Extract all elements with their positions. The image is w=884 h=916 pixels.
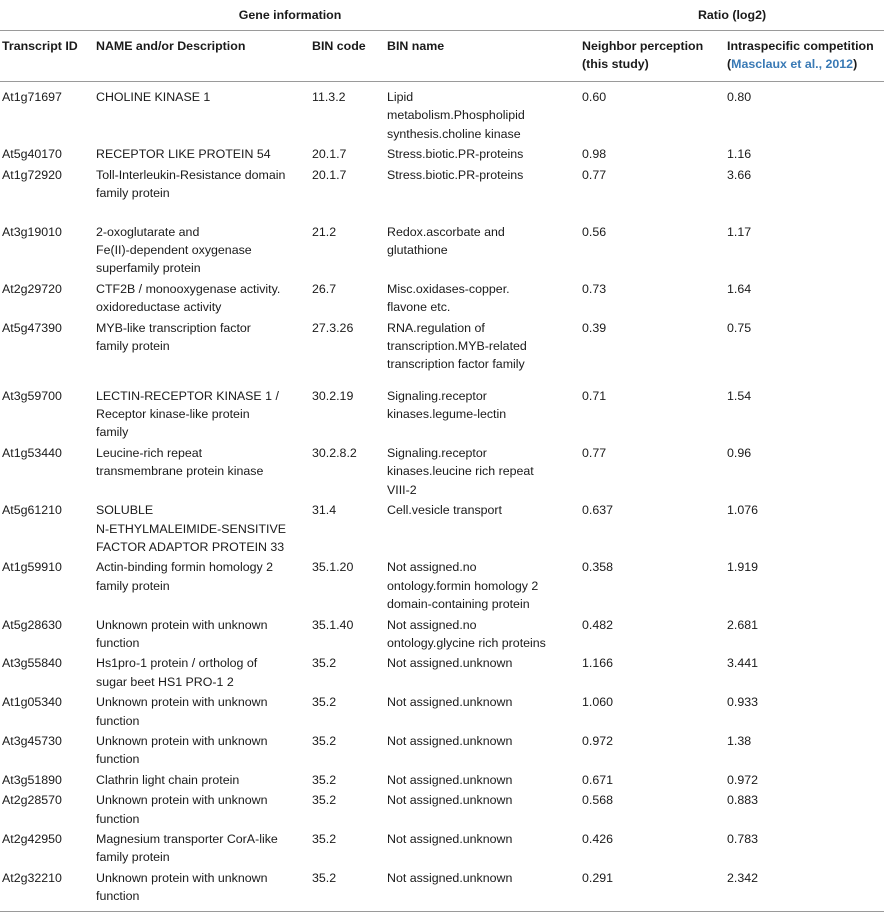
bin-name-line: ontology.formin homology 2 xyxy=(387,578,539,593)
cell-transcript-id: At5g61210 xyxy=(2,503,62,518)
name-line: function xyxy=(96,811,140,826)
name-line: Magnesium transporter CorA-like xyxy=(96,832,278,846)
group-ratio-log2: Ratio (log2) xyxy=(580,0,884,31)
cell-transcript-id: At2g32210 xyxy=(0,868,96,911)
table-row xyxy=(0,279,884,318)
cell-bin-name xyxy=(387,443,580,500)
col-neighbor-line2: (this study) xyxy=(582,57,649,72)
name-line: family protein xyxy=(96,186,170,201)
cell-neighbor-ratio: 0.426 xyxy=(582,832,614,846)
bin-name-line: Signaling.receptor xyxy=(387,445,487,460)
table-row xyxy=(0,82,884,145)
cell-intraspecific-ratio: 0.972 xyxy=(727,772,759,787)
name-line: Unknown protein with unknown xyxy=(96,793,268,808)
cell-name-description xyxy=(96,692,312,731)
cell-bin-name xyxy=(387,731,580,770)
table-row xyxy=(0,731,884,770)
cell-bin-name xyxy=(387,653,580,692)
table-row xyxy=(0,692,884,731)
cell-bin-name xyxy=(387,318,580,386)
cell-bin-code: 26.7 xyxy=(312,281,337,296)
name-line: function xyxy=(96,889,140,904)
name-line: FACTOR ADAPTOR PROTEIN 33 xyxy=(96,539,285,554)
cell-bin-name xyxy=(387,165,580,222)
bin-name-line: Not assigned.unknown xyxy=(387,772,513,787)
bin-name-line: Not assigned.unknown xyxy=(387,793,513,808)
cell-bin-code: 31.4 xyxy=(312,503,337,518)
bin-name-line: Cell.vesicle transport xyxy=(387,503,503,518)
cell-intraspecific-ratio: 0.75 xyxy=(727,320,752,335)
cell-neighbor-ratio: 0.60 xyxy=(582,90,607,104)
cell-transcript-id: At1g59910 xyxy=(2,560,62,575)
cell-bin-code: 30.2.8.2 xyxy=(312,445,357,460)
cell-intraspecific-ratio: 1.17 xyxy=(727,224,752,239)
name-line: CHOLINE KINASE 1 xyxy=(96,90,211,104)
bin-name-line: flavone etc. xyxy=(387,300,451,315)
cell-bin-name xyxy=(387,222,580,279)
cell-neighbor-ratio: 0.671 xyxy=(582,772,614,787)
bin-name-line: VIII-2 xyxy=(387,482,417,497)
bin-name-line: Signaling.receptor xyxy=(387,388,487,403)
cell-transcript-id: At3g55840 xyxy=(2,656,62,671)
cell-neighbor-ratio: 0.568 xyxy=(582,793,614,808)
cell-transcript-id: At5g40170 xyxy=(2,147,62,162)
cell-transcript-id: At2g28570 xyxy=(2,793,62,808)
name-line: MYB-like transcription factor xyxy=(96,320,251,335)
name-line: Actin-binding formin homology 2 xyxy=(96,560,274,575)
cell-transcript-id: At2g42950 xyxy=(2,832,62,846)
cell-intraspecific-ratio: 1.54 xyxy=(727,388,752,403)
name-line: LECTIN-RECEPTOR KINASE 1 / xyxy=(96,388,279,403)
cell-name-description xyxy=(96,731,312,770)
name-line: family protein xyxy=(96,339,170,354)
name-line: CTF2B / monooxygenase activity. xyxy=(96,281,281,296)
cell-intraspecific-ratio: 1.919 xyxy=(727,560,759,575)
header-group-row xyxy=(0,0,884,31)
bin-name-line: synthesis.choline kinase xyxy=(387,126,521,141)
cell-bin-code: 35.2 xyxy=(312,656,337,671)
cell-intraspecific-ratio: 0.933 xyxy=(727,695,759,710)
bin-name-line: Not assigned.unknown xyxy=(387,870,513,885)
cell-transcript-id: At1g53440 xyxy=(2,445,62,460)
bin-name-line: Not assigned.unknown xyxy=(387,695,513,710)
cell-bin-name xyxy=(387,82,580,145)
cell-intraspecific-ratio: 0.96 xyxy=(727,445,752,460)
bin-name-line: Lipid xyxy=(387,90,414,104)
name-line: 2-oxoglutarate and xyxy=(96,224,200,239)
cell-name-description xyxy=(96,615,312,654)
cell-bin-code: 35.2 xyxy=(312,733,337,748)
cell-bin-code: 35.2 xyxy=(312,695,337,710)
cell-intraspecific-ratio: 0.883 xyxy=(727,793,759,808)
name-line: superfamily protein xyxy=(96,261,201,276)
col-transcript-id: Transcript ID xyxy=(0,31,96,82)
cell-transcript-id: At1g72920 xyxy=(2,167,62,182)
cell-transcript-id: At3g19010 xyxy=(2,224,62,239)
cell-intraspecific-ratio: 2.681 xyxy=(727,617,759,632)
table-row xyxy=(0,770,884,790)
name-line: Toll-Interleukin-Resistance domain xyxy=(96,167,286,182)
cell-bin-name xyxy=(387,386,580,443)
cell-transcript-id: At2g29720 xyxy=(2,281,62,296)
name-line: function xyxy=(96,752,140,767)
bin-name-line: RNA.regulation of xyxy=(387,320,485,335)
name-line: RECEPTOR LIKE PROTEIN 54 xyxy=(96,147,271,162)
cell-name-description xyxy=(96,165,312,222)
bin-name-line: Stress.biotic.PR-proteins xyxy=(387,147,524,162)
cell-neighbor-ratio: 0.98 xyxy=(582,147,607,162)
bin-name-line: transcription.MYB-related xyxy=(387,339,527,354)
cell-transcript-id: At3g51890 xyxy=(2,772,62,787)
cell-name-description xyxy=(96,829,312,868)
cell-neighbor-ratio: 0.73 xyxy=(582,281,607,296)
name-line: Hs1pro-1 protein / ortholog of xyxy=(96,656,258,671)
cell-intraspecific-ratio: 1.076 xyxy=(727,503,759,518)
cell-name-description xyxy=(96,653,312,692)
table-row xyxy=(0,653,884,692)
bin-name-line: Not assigned.unknown xyxy=(387,656,513,671)
cell-bin-name xyxy=(387,770,580,790)
cell-intraspecific-ratio: 3.66 xyxy=(727,167,752,182)
name-line: Clathrin light chain protein xyxy=(96,772,240,787)
name-line: function xyxy=(96,713,140,728)
cell-bin-code: 35.2 xyxy=(312,793,337,808)
cell-transcript-id: At1g71697 xyxy=(2,90,62,104)
name-line: transmembrane protein kinase xyxy=(96,464,264,479)
table-row xyxy=(0,144,884,164)
cell-bin-code: 35.1.20 xyxy=(312,560,354,575)
col-intraspecific-competition xyxy=(727,31,884,82)
cell-name-description xyxy=(96,279,312,318)
bin-name-line: Misc.oxidases-copper. xyxy=(387,281,510,296)
cell-bin-code: 35.1.40 xyxy=(312,617,354,632)
reference-link-masclaux[interactable]: Masclaux et al., 2012 xyxy=(731,57,854,72)
cell-name-description xyxy=(96,82,312,145)
name-line: N-ETHYLMALEIMIDE-SENSITIVE xyxy=(96,521,287,536)
group-gene-information: Gene information xyxy=(0,0,580,31)
cell-neighbor-ratio: 0.972 xyxy=(582,733,614,748)
name-line: Unknown protein with unknown xyxy=(96,617,268,632)
name-line: function xyxy=(96,635,140,650)
cell-bin-code: 20.1.7 xyxy=(312,167,347,182)
table-row xyxy=(0,500,884,557)
cell-bin-code: 35.2 xyxy=(312,832,337,846)
bin-name-line: ontology.glycine rich proteins xyxy=(387,635,546,650)
bin-name-line: glutathione xyxy=(387,243,448,258)
cell-bin-name xyxy=(387,279,580,318)
cell-neighbor-ratio: 0.77 xyxy=(582,445,607,460)
cell-name-description xyxy=(96,500,312,557)
cell-transcript-id: At1g05340 xyxy=(2,695,62,710)
cell-name-description xyxy=(96,790,312,829)
name-line: Unknown protein with unknown xyxy=(96,695,268,710)
cell-neighbor-ratio: 0.637 xyxy=(582,503,614,518)
cell-bin-code: 30.2.19 xyxy=(312,388,354,403)
col-intra-line1: Intraspecific competition xyxy=(727,39,874,53)
table-header xyxy=(0,0,884,82)
cell-bin-code: 35.2 xyxy=(312,772,337,787)
cell-name-description xyxy=(96,770,312,790)
cell-intraspecific-ratio: 3.441 xyxy=(727,656,759,671)
bin-name-line: Stress.biotic.PR-proteins xyxy=(387,167,524,182)
cell-intraspecific-ratio: 1.16 xyxy=(727,147,752,162)
cell-bin-name xyxy=(387,829,580,868)
cell-transcript-id: At3g59700 xyxy=(2,388,62,403)
bin-name-line: Not assigned.unknown xyxy=(387,832,513,846)
cell-neighbor-ratio: 0.77 xyxy=(582,167,607,182)
name-line: family protein xyxy=(96,578,170,593)
col-bin-name: BIN name xyxy=(387,31,580,82)
table-row xyxy=(0,165,884,222)
cell-name-description xyxy=(96,868,312,911)
cell-transcript-id: At3g45730 xyxy=(2,733,62,748)
cell-name-description xyxy=(96,144,312,164)
table-row xyxy=(0,443,884,500)
cell-bin-code: 27.3.26 xyxy=(312,320,354,335)
name-line: oxidoreductase activity xyxy=(96,300,222,315)
table-row xyxy=(0,557,884,614)
cell-neighbor-ratio: 0.358 xyxy=(582,560,614,575)
name-line: SOLUBLE xyxy=(96,503,154,518)
name-line: sugar beet HS1 PRO-1 2 xyxy=(96,674,234,689)
bin-name-line: Not assigned.no xyxy=(387,617,477,632)
cell-bin-code: 21.2 xyxy=(312,224,337,239)
name-line: Unknown protein with unknown xyxy=(96,733,268,748)
cell-transcript-id: At5g28630 xyxy=(2,617,62,632)
bin-name-line: Not assigned.no xyxy=(387,560,477,575)
cell-bin-code: 35.2 xyxy=(312,868,387,911)
cell-neighbor-ratio: 0.56 xyxy=(582,224,607,239)
table-row xyxy=(0,615,884,654)
cell-bin-name xyxy=(387,790,580,829)
col-intra-paren-close: ) xyxy=(853,57,858,72)
name-line: family protein xyxy=(96,850,170,865)
bin-name-line: transcription factor family xyxy=(387,357,525,372)
bin-name-line: Redox.ascorbate and xyxy=(387,224,505,239)
cell-name-description xyxy=(96,318,312,386)
col-neighbor-line1: Neighbor perception xyxy=(582,39,704,53)
table-row xyxy=(0,318,884,386)
table-row xyxy=(0,829,884,868)
col-intra-paren-open: ( xyxy=(727,57,732,72)
name-line: Fe(II)-dependent oxygenase xyxy=(96,243,252,258)
cell-neighbor-ratio: 1.060 xyxy=(582,695,614,710)
cell-bin-name xyxy=(387,500,580,557)
cell-bin-name xyxy=(387,868,580,911)
table-row xyxy=(0,222,884,279)
table-row xyxy=(0,790,884,829)
cell-neighbor-ratio: 0.39 xyxy=(582,320,607,335)
cell-transcript-id: At5g47390 xyxy=(2,320,62,335)
cell-neighbor-ratio: 0.291 xyxy=(580,868,727,911)
name-line: Unknown protein with unknown xyxy=(96,870,268,885)
cell-name-description xyxy=(96,557,312,614)
bin-name-line: kinases.leucine rich repeat xyxy=(387,464,534,479)
cell-bin-name xyxy=(387,615,580,654)
cell-intraspecific-ratio: 1.38 xyxy=(727,733,752,748)
bin-name-line: Not assigned.unknown xyxy=(387,733,513,748)
header-column-row xyxy=(0,31,884,82)
cell-bin-code: 11.3.2 xyxy=(312,90,346,104)
cell-bin-name xyxy=(387,144,580,164)
name-line: family xyxy=(96,425,129,440)
cell-intraspecific-ratio: 1.64 xyxy=(727,281,752,296)
cell-name-description xyxy=(96,386,312,443)
cell-neighbor-ratio: 0.482 xyxy=(582,617,614,632)
col-neighbor-perception xyxy=(580,31,727,82)
bin-name-line: kinases.legume-lectin xyxy=(387,407,507,422)
cell-bin-name xyxy=(387,557,580,614)
cell-intraspecific-ratio: 0.80 xyxy=(727,90,752,104)
cell-neighbor-ratio: 0.71 xyxy=(582,388,607,403)
bin-name-line: metabolism.Phospholipid xyxy=(387,108,525,123)
cell-name-description xyxy=(96,222,312,279)
cell-intraspecific-ratio: 2.342 xyxy=(727,868,884,911)
cell-neighbor-ratio: 1.166 xyxy=(582,656,614,671)
cell-bin-name xyxy=(387,692,580,731)
table-body xyxy=(0,82,884,912)
cell-intraspecific-ratio: 0.783 xyxy=(727,832,759,846)
name-line: Receptor kinase-like protein xyxy=(96,407,250,422)
col-name-description: NAME and/or Description xyxy=(96,31,312,82)
bin-name-line: domain-containing protein xyxy=(387,597,530,612)
col-bin-code: BIN code xyxy=(312,31,387,82)
cell-name-description xyxy=(96,443,312,500)
table-row xyxy=(0,386,884,443)
name-line: Leucine-rich repeat xyxy=(96,445,203,460)
cell-bin-code: 20.1.7 xyxy=(312,147,347,162)
table-row xyxy=(0,868,884,911)
